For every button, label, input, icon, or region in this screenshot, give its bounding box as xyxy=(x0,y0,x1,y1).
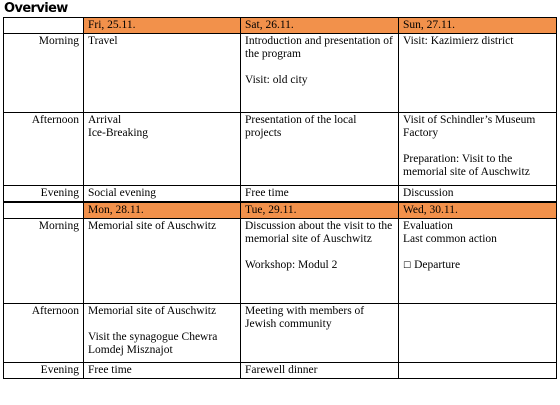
cell-line xyxy=(88,114,236,127)
cell-text: Arrival xyxy=(88,114,122,126)
cell-line xyxy=(88,187,236,200)
header-corner xyxy=(4,203,84,219)
cell-text: Free time xyxy=(245,187,289,199)
cell-line xyxy=(245,187,394,200)
cell-line xyxy=(88,305,236,318)
cell-line xyxy=(245,114,394,140)
row-label-morning: Morning xyxy=(4,219,84,304)
schedule-cell xyxy=(399,363,557,379)
schedule-table-week2 xyxy=(3,202,557,379)
schedule-cell xyxy=(399,113,557,186)
cell-text: Social evening xyxy=(88,187,157,199)
cell-line xyxy=(88,364,236,377)
cell-text: Last common action xyxy=(403,233,497,245)
schedule-cell xyxy=(84,34,241,113)
cell-line xyxy=(88,127,236,140)
schedule-cell xyxy=(399,186,557,202)
cell-line xyxy=(88,331,236,357)
cell-line xyxy=(403,220,552,233)
cell-text: Memorial site of Auschwitz xyxy=(88,305,217,317)
schedule-cell xyxy=(241,113,399,186)
evening-row xyxy=(4,186,557,202)
cell-text: Evaluation xyxy=(403,220,453,232)
schedule-cell xyxy=(241,304,399,363)
blank-line xyxy=(403,140,552,153)
cell-line xyxy=(403,233,552,246)
cell-line xyxy=(403,35,552,48)
row-label-afternoon: Afternoon xyxy=(4,113,84,186)
cell-line xyxy=(403,187,552,200)
cell-line xyxy=(403,259,552,273)
day-header: Sun, 27.11. xyxy=(399,18,557,34)
schedule-cell xyxy=(399,219,557,304)
cell-line xyxy=(245,259,394,272)
cell-text: Discussion xyxy=(403,187,454,199)
day-header: Tue, 29.11. xyxy=(241,203,399,219)
cell-text: Visit of Schindler’s Museum Factory xyxy=(403,114,536,139)
cell-text: Visit: old city xyxy=(245,74,308,86)
header-corner xyxy=(4,18,84,34)
schedule-cell xyxy=(399,304,557,363)
checkbox-icon: ☐ xyxy=(403,261,412,271)
cell-text: Departure xyxy=(414,259,461,271)
row-label-morning: Morning xyxy=(4,34,84,113)
cell-text: Visit: Kazimierz district xyxy=(403,35,514,47)
cell-text: Discussion about the visit to the memorial site of Auschwitz xyxy=(245,220,393,245)
schedule-cell xyxy=(399,34,557,113)
schedule-cell xyxy=(84,113,241,186)
morning-row xyxy=(4,34,557,113)
day-header: Fri, 25.11. xyxy=(84,18,241,34)
cell-line xyxy=(88,220,236,233)
cell-line xyxy=(245,74,394,87)
schedule-cell xyxy=(241,34,399,113)
afternoon-row xyxy=(4,304,557,363)
cell-line xyxy=(245,305,394,331)
cell-text: Memorial site of Auschwitz xyxy=(88,220,217,232)
schedule-cell xyxy=(84,186,241,202)
cell-text: Ice-Breaking xyxy=(88,127,149,139)
page-title: Overview xyxy=(4,1,68,16)
schedule-cell xyxy=(84,304,241,363)
schedule-cell xyxy=(241,219,399,304)
cell-line xyxy=(88,35,236,48)
cell-line xyxy=(245,364,394,377)
cell-text: Meeting with members of Jewish community xyxy=(245,305,365,330)
cell-text: Visit the synagogue Chewra Lomdej Misznajot xyxy=(88,331,218,356)
cell-text: Free time xyxy=(88,364,132,376)
row-label-afternoon: Afternoon xyxy=(4,304,84,363)
cell-text: Workshop: Modul 2 xyxy=(245,259,338,271)
blank-line xyxy=(245,61,394,74)
day-header: Wed, 30.11. xyxy=(399,203,557,219)
schedule-cell xyxy=(241,186,399,202)
afternoon-row xyxy=(4,113,557,186)
cell-text: Travel xyxy=(88,35,118,47)
cell-text: Introduction and presentation of the program xyxy=(245,35,393,60)
cell-text: Farewell dinner xyxy=(245,364,318,376)
cell-line xyxy=(403,114,552,140)
schedule-cell xyxy=(84,363,241,379)
evening-row xyxy=(4,363,557,379)
cell-line xyxy=(403,153,552,179)
schedule-cell xyxy=(241,363,399,379)
row-label-evening: Evening xyxy=(4,186,84,202)
cell-text: Presentation of the local projects xyxy=(245,114,357,139)
row-label-evening: Evening xyxy=(4,363,84,379)
header-row-week2 xyxy=(4,203,557,219)
cell-line xyxy=(245,220,394,246)
day-header: Sat, 26.11. xyxy=(241,18,399,34)
schedule-table-week1 xyxy=(3,17,557,202)
blank-line xyxy=(403,246,552,259)
header-row-week1 xyxy=(4,18,557,34)
morning-row xyxy=(4,219,557,304)
day-header: Mon, 28.11. xyxy=(84,203,241,219)
schedule-cell xyxy=(84,219,241,304)
blank-line xyxy=(88,318,236,331)
blank-line xyxy=(245,246,394,259)
cell-text: Preparation: Visit to the memorial site of Auschwitz xyxy=(403,153,530,178)
cell-line xyxy=(245,35,394,61)
